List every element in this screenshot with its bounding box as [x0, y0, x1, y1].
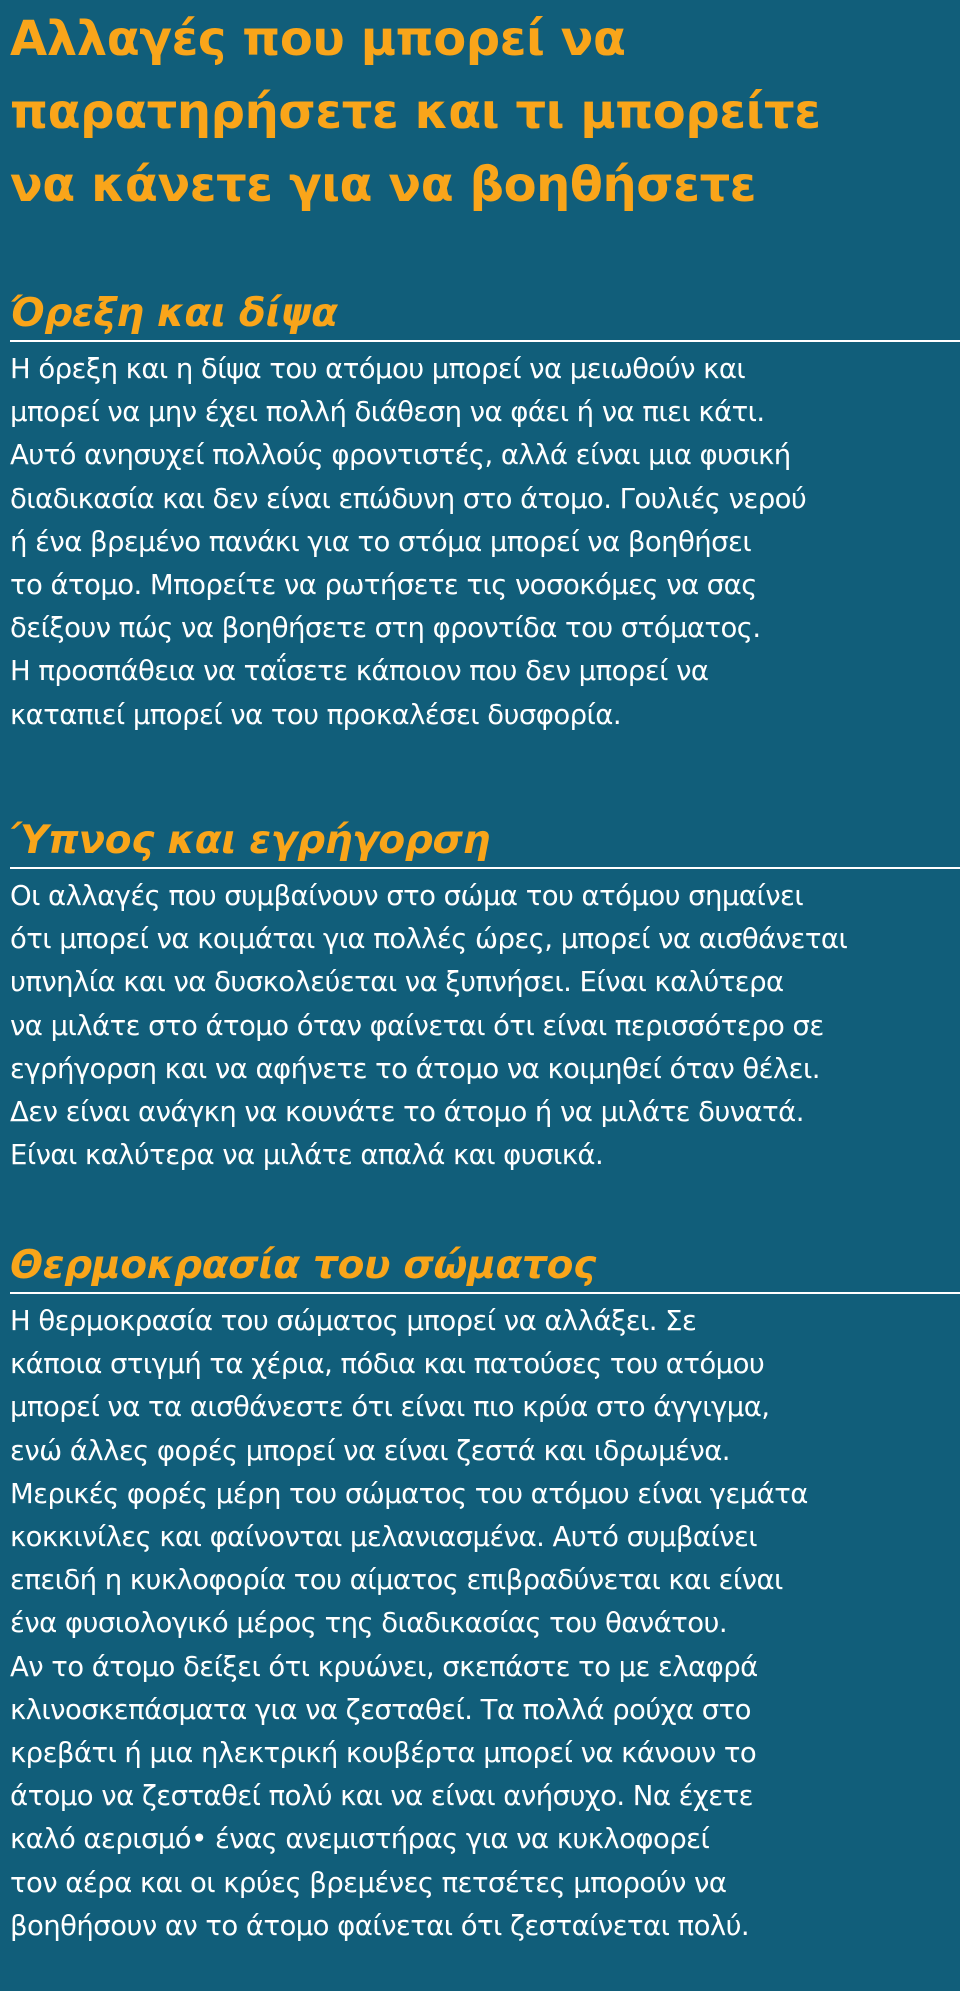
title-line: παρατηρήσετε και τι μπορείτε: [10, 84, 821, 140]
section-heading: Θερμοκρασία του σώματος: [10, 1243, 596, 1288]
body-line: ένα φυσιολογικό μέρος της διαδικασίας του θανάτου.: [10, 1607, 728, 1640]
body-line: κάποια στιγμή τα χέρια, πόδια και πατούσες του ατόμου: [10, 1348, 765, 1381]
section-heading: Ύπνος και εγρήγορση: [10, 818, 491, 863]
title-line: Αλλαγές που μπορεί να: [10, 11, 626, 67]
body-line: μπορεί να τα αισθάνεστε ότι είναι πιο κρύα στο άγγιγμα,: [10, 1391, 770, 1424]
body-line: ή ένα βρεμένο πανάκι για το στόμα μπορεί να βοηθήσει: [10, 525, 752, 558]
body-line: ότι μπορεί να κοιμάται για πολλές ώρες, μπορεί να αισθάνεται: [10, 923, 848, 956]
section-heading: Όρεξη και δίψα: [10, 291, 338, 336]
body-line: Είναι καλύτερα να μιλάτε απαλά και φυσικά.: [10, 1139, 604, 1172]
body-line: καταπιεί μπορεί να του προκαλέσει δυσφορία.: [10, 698, 622, 731]
body-line: Αν το άτομο δείξει ότι κρυώνει, σκεπάστε το με ελαφρά: [10, 1650, 758, 1683]
body-line: κοκκινίλες και φαίνονται μελανιασμένα. Αυτό συμβαίνει: [10, 1521, 758, 1554]
section-divider: [10, 340, 960, 342]
title-line: να κάνετε για να βοηθήσετε: [10, 157, 757, 213]
body-line: να μιλάτε στο άτομο όταν φαίνεται ότι είναι περισσότερο σε: [10, 1009, 824, 1042]
body-line: μπορεί να μην έχει πολλή διάθεση να φάει ή να πιει κάτι.: [10, 396, 765, 429]
body-line: Αυτό ανησυχεί πολλούς φροντιστές, αλλά είναι μια φυσική: [10, 439, 791, 472]
section-divider: [10, 867, 960, 869]
body-line: δείξουν πώς να βοηθήσετε στη φροντίδα του στόματος.: [10, 612, 761, 645]
page-title: [10, 3, 950, 222]
body-line: καλό αερισμό• ένας ανεμιστήρας για να κυκλοφορεί: [10, 1823, 710, 1856]
section-appetite-thirst: [0, 290, 960, 737]
body-line: Οι αλλαγές που συμβαίνουν στο σώμα του ατόμου σημαίνει: [10, 880, 804, 912]
body-line: βοηθήσουν αν το άτομο φαίνεται ότι ζεσταίνεται πολύ.: [10, 1909, 750, 1942]
body-line: Δεν είναι ανάγκη να κουνάτε το άτομο ή να μιλάτε δυνατά.: [10, 1096, 804, 1129]
section-body: [10, 1300, 956, 1948]
body-line: τον αέρα και οι κρύες βρεμένες πετσέτες μπορούν να: [10, 1866, 727, 1899]
body-line: κλινοσκεπάσματα για να ζεσταθεί. Τα πολλά ρούχα στο: [10, 1693, 751, 1726]
body-line: το άτομο. Μπορείτε να ρωτήσετε τις νοσοκόμες να σας: [10, 569, 757, 602]
body-line: Η θερμοκρασία του σώματος μπορεί να αλλάξει. Σε: [10, 1305, 697, 1337]
body-line: εγρήγορση και να αφήνετε το άτομο να κοιμηθεί όταν θέλει.: [10, 1052, 820, 1085]
section-divider: [10, 1292, 960, 1294]
body-line: διαδικασία και δεν είναι επώδυνη στο άτομο. Γουλιές νερού: [10, 482, 807, 515]
section-body: [10, 348, 956, 737]
body-line: επειδή η κυκλοφορία του αίματος επιβραδύνεται και είναι: [10, 1564, 783, 1597]
section-body: [10, 875, 956, 1177]
section-sleep-alertness: [0, 817, 960, 1177]
body-line: υπνηλία και να δυσκολεύεται να ξυπνήσει. Είναι καλύτερα: [10, 966, 784, 999]
body-line: κρεβάτι ή μια ηλεκτρική κουβέρτα μπορεί να κάνουν το: [10, 1737, 757, 1770]
body-line: ενώ άλλες φορές μπορεί να είναι ζεστά και ιδρωμένα.: [10, 1434, 730, 1467]
body-line: άτομο να ζεσταθεί πολύ και να είναι ανήσυχο. Να έχετε: [10, 1780, 753, 1813]
body-line: Η όρεξη και η δίψα του ατόμου μπορεί να μειωθούν και: [10, 353, 746, 385]
body-line: Μερικές φορές μέρη του σώματος του ατόμου είναι γεμάτα: [10, 1477, 808, 1510]
body-line: Η προσπάθεια να ταΐσετε κάποιον που δεν μπορεί να: [10, 655, 709, 688]
section-body-temperature: [0, 1242, 960, 1948]
